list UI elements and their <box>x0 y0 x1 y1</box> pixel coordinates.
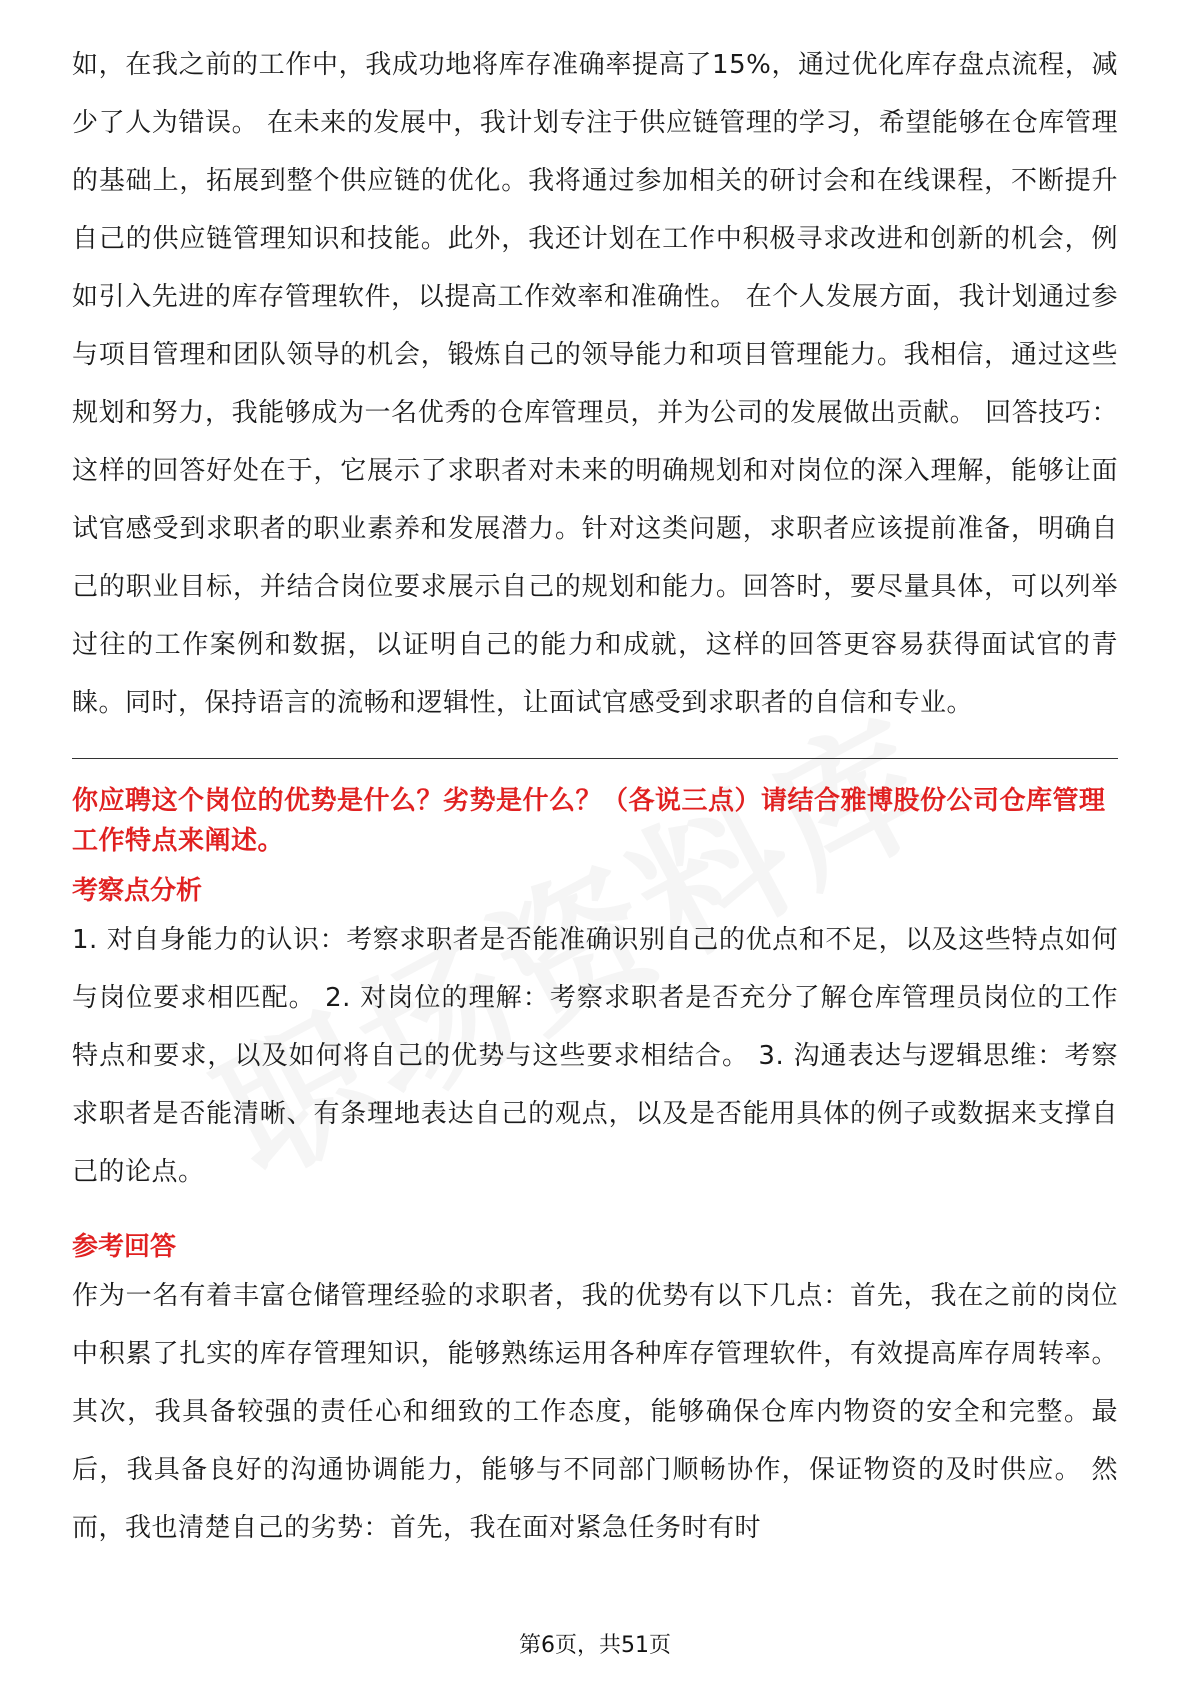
page-number-footer: 第6页，共51页 <box>519 1633 671 1658</box>
intro-paragraph: 如，在我之前的工作中，我成功地将库存准确率提高了15%，通过优化库存盘点流程，减少了人为错误。 在未来的发展中，我计划专注于供应链管理的学习，希望能够在仓库管理的基础上，拓展到整个供应链的优化。我将通过参加相关的研讨会和在线课程，不断提升自己的供应链管理知识和技能。此外，我还计划在工作中积极寻求改进和创新的机会，例如引入先进的库存管理软件，以提高工作效率和准确性。 在个人发展方面，我计划通过参与项目管理和团队领导的机会，锻炼自己的领导能力和项目管理能力。我相信，通过这些规划和努力，我能够成为一名优秀的仓库管理员，并为公司的发展做出贡献。 回答技巧： 这样的回答好处在于，它展示了求职者对未来的明确规划和对岗位的深入理解，能够让面试官感受到求职者的职业素养和发展潜力。针对这类问题，求职者应该提前准备，明确自己的职业目标，并结合岗位要求展示自己的规划和能力。回答时，要尽量具体，可以列举过往的工作案例和数据，以证明自己的能力和成就，这样的回答更容易获得面试官的青睐。同时，保持语言的流畅和逻辑性，让面试官感受到求职者的自信和专业。 <box>72 50 1118 718</box>
document-page <box>72 36 1118 1557</box>
answer-title: 参考回答 <box>72 1232 177 1262</box>
section-divider <box>72 758 1118 759</box>
analysis-body: 1. 对自身能力的认识：考察求职者是否能准确识别自己的优点和不足，以及这些特点如何与岗位要求相匹配。 2. 对岗位的理解：考察求职者是否充分了解仓库管理员岗位的工作特点和要求，以及如何将自己的优势与这些要求相结合。 3. 沟通表达与逻辑思维：考察求职者是否能清晰、有条理地表达自己的观点，以及是否能用具体的例子或数据来支撑自己的论点。 <box>72 925 1118 1187</box>
analysis-title: 考察点分析 <box>72 876 203 906</box>
question-heading: 你应聘这个岗位的优势是什么？劣势是什么？（各说三点）请结合雅博股份公司仓库管理工作特点来阐述。 <box>72 786 1106 856</box>
answer-body: 作为一名有着丰富仓储管理经验的求职者，我的优势有以下几点：首先，我在之前的岗位中积累了扎实的库存管理知识，能够熟练运用各种库存管理软件，有效提高库存周转率。其次，我具备较强的责任心和细致的工作态度，能够确保仓库内物资的安全和完整。最后，我具备良好的沟通协调能力，能够与不同部门顺畅协作，保证物资的及时供应。 然而，我也清楚自己的劣势：首先，我在面对紧急任务时有时 <box>72 1281 1118 1543</box>
